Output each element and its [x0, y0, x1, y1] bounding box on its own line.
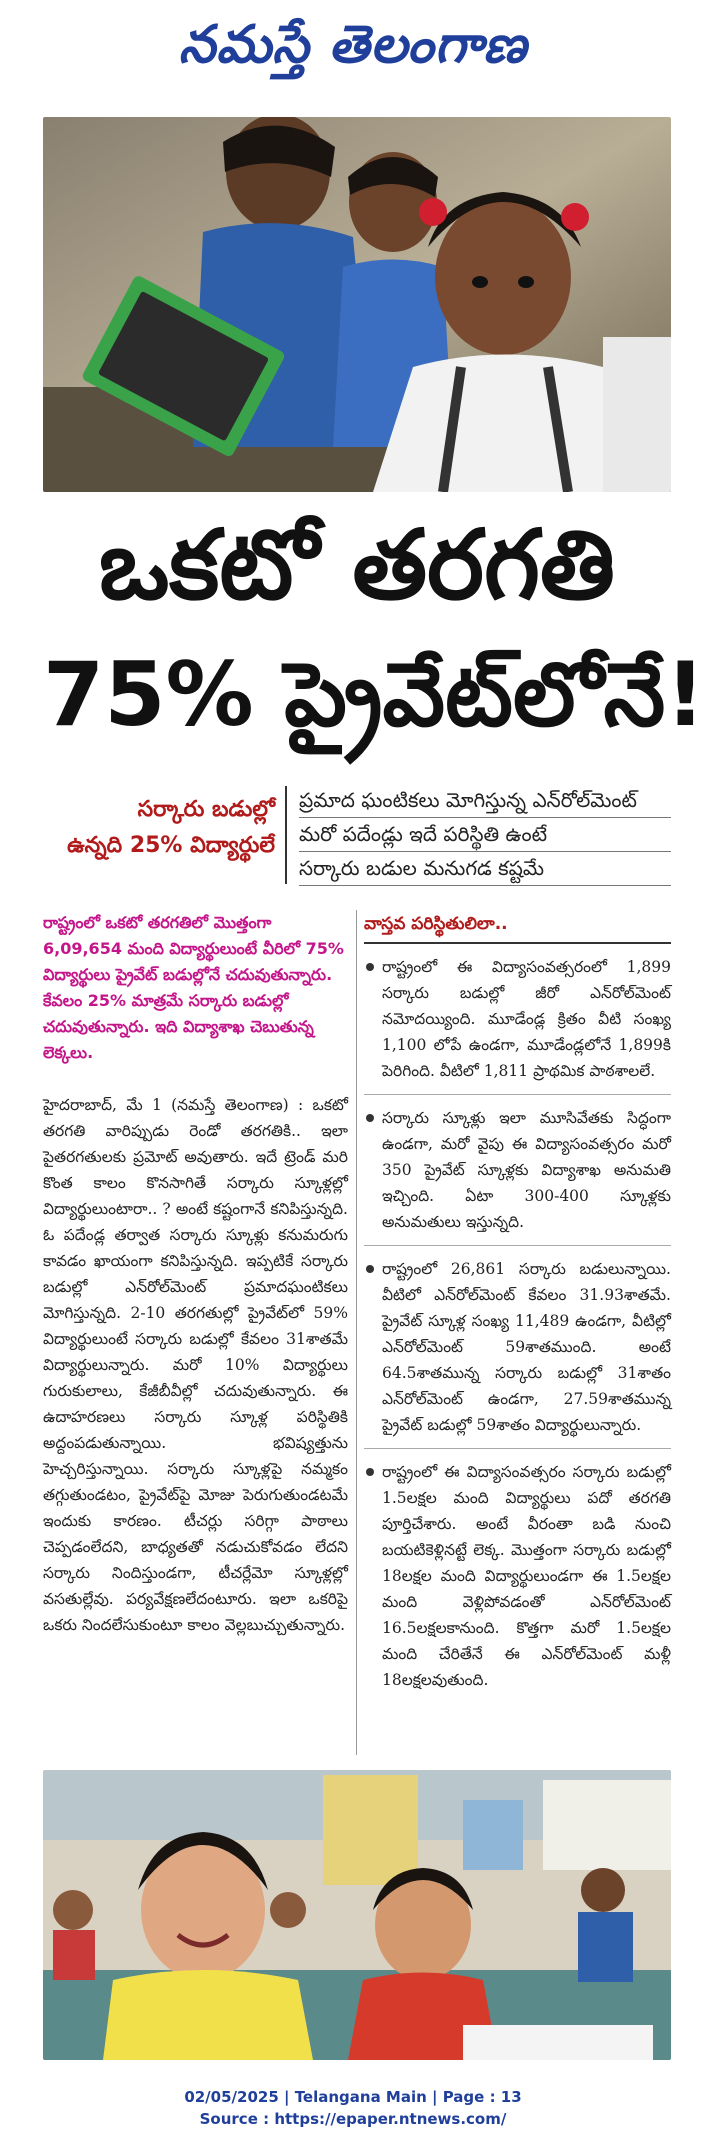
article-left-column	[43, 910, 348, 1638]
top-photo-children-classroom	[43, 117, 671, 492]
fact-item	[364, 1105, 671, 1246]
kicker-subhead: మరో పదేండ్లు ఇదే పరిస్థితి ఉంటే	[299, 818, 671, 852]
fact-item	[364, 1256, 671, 1449]
kicker-highlight	[43, 784, 275, 884]
page-footer	[0, 2086, 706, 2130]
bullet-icon	[366, 1114, 374, 1122]
bullet-icon	[366, 1265, 374, 1273]
article-right-column	[364, 910, 671, 1713]
kicker-block	[43, 784, 671, 896]
fact-text: రాష్ట్రంలో ఈ విద్యాసంవత్సరం సర్కారు బడుల్లో 1.5లక్షల మంది విద్యార్థులు పదో తరగతి పూర్తిచేశారు. అంటే వీరంతా బడి నుంచి బయటికెళ్లినట్టే లెక్క. మొత్తంగా సర్కారు బడుల్లో 18లక్షల మంది విద్యార్థులుండగా ఈ 1.5లక్షల మంది వెళ్లిపోవడంతో ఎన్‌రోల్‌మెంట్ 16.5లక్షలకానుంది. కొత్తగా మరో 1.5లక్షల మంది చేరితేనే ఈ ఎన్‌రోల్‌మెంట్ మళ్లీ 18లక్షలవుతుంది.	[382, 1463, 671, 1689]
column-divider	[356, 910, 357, 1755]
bullet-icon	[366, 1468, 374, 1476]
article-intro: రాష్ట్రంలో ఒకటో తరగతిలో మొత్తంగా 6,09,654 మంది విద్యార్థులుంటే వీరిలో 75% విద్యార్థులు ప్రైవేట్ బడుల్లోనే చదువుతున్నారు. కేవలం 25% మాత్రమే సర్కారు బడుల్లో చదువుతున్నారు. ఇది విద్యాశాఖ చెబుతున్న లెక్కలు.	[43, 913, 344, 1062]
source-link[interactable]: Source : https://epaper.ntnews.com/	[199, 2110, 507, 2128]
kicker-highlight-line-1: సర్కారు బడుల్లో	[137, 797, 275, 822]
kicker-divider	[285, 786, 287, 884]
article-body: హైదరాబాద్, మే 1 (నమస్తే తెలంగాణ) : ఒకటో తరగతి వారిప్పుడు రెండో తరగతికి.. ఇలా పైతరగతులకు ప్రమోట్ అవుతారు. ఇదే ట్రెండ్ మరి కొంత కాలం కొనసాగితే సర్కారు స్కూళ్లల్లో విద్యార్థులుంటారా.. ? అంటే కష్టంగానే కనిపిస్తున్నది. ఓ పదేండ్ల తర్వాత సర్కారు స్కూళ్లు కనుమరుగు కావడం ఖాయంగా కనిపిస్తున్నది. ఇప్పటికే సర్కారు బడుల్లో ఎన్‌రోల్‌మెంట్ ప్రమాదఘంటికలు మోగిస్తున్నది. 2-10 తరగతుల్లో ప్రైవేట్‌లో 59% విద్యార్థులుంటే సర్కారు బడుల్లో కేవలం 31శాతమే విద్యార్థులున్నారు. మరో 10% విద్యార్థులు గురుకులాలు, కేజీబీవీల్లో చదువుతున్నారు. ఈ ఉదాహరణలు సర్కారు స్కూళ్ల పరిస్థితికి అద్దంపడుతున్నాయి. భవిష్యత్తును హెచ్చరిస్తున్నాయి. సర్కారు స్కూళ్లపై నమ్మకం తగ్గుతుండటం, ప్రైవేట్‌పై మోజు పెరుగుతుండటమే ఇందుకు కారణం. టీచర్లు సరిగ్గా పాఠాలు చెప్పడంలేదని, బాధ్యతతో నడుచుకోవడం లేదని సర్కారు నిందిస్తుండగా, టీచర్లేమో స్కూళ్లల్లో వసతుల్లేవు. పర్యవేక్షణలేదంటూరు. ఇలా ఒకరిపై ఒకరు నిందలేసుకుంటూ కాలం వెల్లబుచ్చుతున్నారు.	[43, 1096, 348, 1634]
kicker-highlight-line-2: ఉన్నది 25% విద్యార్థులే	[67, 833, 275, 858]
kicker-subheads	[299, 784, 671, 886]
edition-info: 02/05/2025 | Telangana Main | Page : 13	[184, 2088, 522, 2106]
headline-line-2: 75% ప్రైవేట్‌లోనే!	[43, 643, 706, 746]
kicker-subhead: సర్కారు బడుల మనుగడ కష్టమే	[299, 852, 671, 886]
newspaper-logo: నమస్తే తెలంగాణ	[178, 14, 528, 75]
fact-item	[364, 1459, 671, 1703]
fact-text: రాష్ట్రంలో ఈ విద్యాసంవత్సరంలో 1,899 సర్కారు బడుల్లో జీరో ఎన్‌రోల్‌మెంట్ నమోదయ్యింది. మూడేండ్ల క్రితం వీటి సంఖ్య 1,100 లోపే ఉండగా, మూడేండ్లలోనే 1,899కి పెరిగింది. వీటిలో 1,811 ప్రాథమిక పాఠశాలలే.	[382, 958, 671, 1080]
bottom-photo-students-classroom	[43, 1770, 671, 2060]
fact-text: సర్కారు స్కూళ్లు ఇలా మూసివేతకు సిద్ధంగా ఉండగా, మరో వైపు ఈ విద్యాసంవత్సరం మరో 350 ప్రైవేట్ స్కూళ్లకు విద్యాశాఖ అనుమతి ఇచ్చింది. ఏటా 300-400 స్కూళ్లకు అనుమతులు ఇస్తున్నది.	[382, 1109, 671, 1231]
masthead	[0, 0, 706, 105]
headline-line-1: ఒకటో తరగతి	[98, 509, 615, 621]
bullet-icon	[366, 963, 374, 971]
kicker-subhead: ప్రమాద ఘంటికలు మోగిస్తున్న ఎన్‌రోల్‌మెంట్	[299, 784, 671, 818]
facts-heading: వాస్తవ పరిస్థితులిలా..	[364, 910, 671, 944]
fact-item	[364, 954, 671, 1095]
fact-text: రాష్ట్రంలో 26,861 సర్కారు బడులున్నాయి. వీటిలో ఎన్‌రోల్‌మెంట్ కేవలం 31.93శాతమే. ప్రైవేట్ స్కూళ్ల సంఖ్య 11,489 ఉండగా, వీటిల్లో ఎన్‌రోల్‌మెంట్ 59శాతముంది. అంటే 64.5శాతమున్న సర్కారు బడుల్లో 31శాతం ఎన్‌రోల్‌మెంట్ ఉండగా, 27.59శాతమున్న ప్రైవేట్ బడుల్లో 59శాతం విద్యార్థులున్నారు.	[382, 1260, 671, 1434]
